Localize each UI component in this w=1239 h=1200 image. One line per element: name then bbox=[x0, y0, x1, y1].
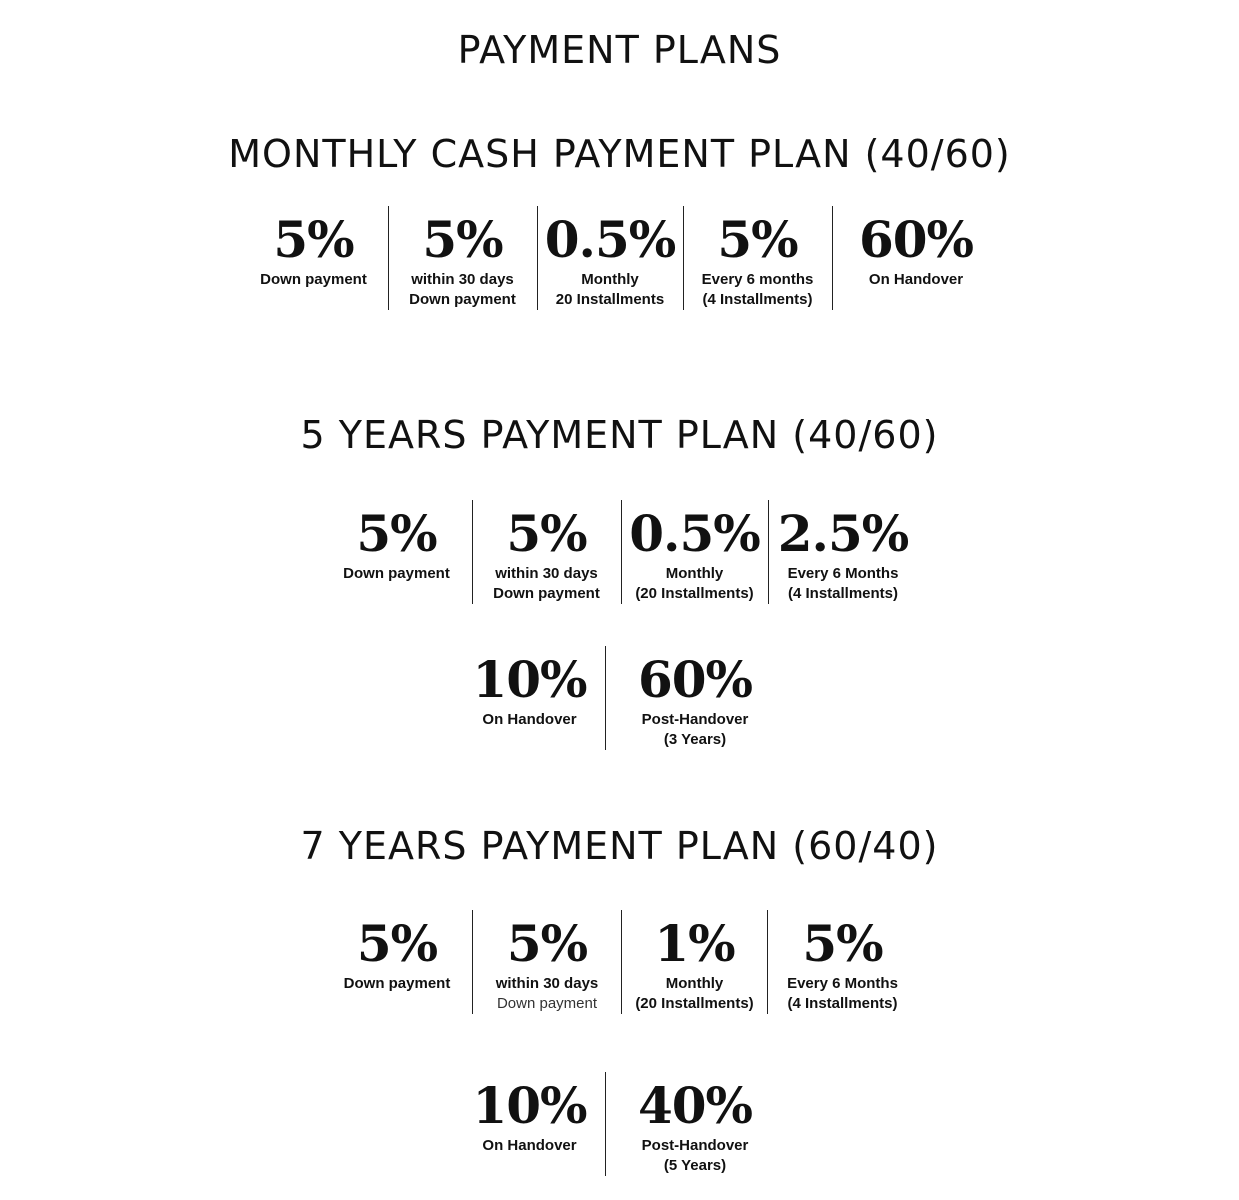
plan-row bbox=[0, 500, 1239, 604]
plan-item-label: Monthly bbox=[581, 271, 639, 288]
plan-item-percent: 5% bbox=[717, 210, 798, 269]
plan-row bbox=[0, 206, 1239, 310]
plan-item bbox=[322, 910, 472, 1014]
plan-item bbox=[767, 910, 917, 1014]
plan-item bbox=[537, 206, 683, 310]
plan-item-percent: 2.5% bbox=[777, 504, 909, 563]
plan-item-sublabel: (20 Installments) bbox=[635, 995, 754, 1012]
plan-item-sublabel: (3 Years) bbox=[663, 731, 727, 748]
plan-item-percent: 5% bbox=[506, 914, 588, 973]
plan-item-label: On Handover bbox=[868, 271, 964, 288]
plan-item-sublabel: (5 Years) bbox=[663, 1157, 727, 1174]
plan-item-sublabel: Down payment bbox=[496, 995, 598, 1012]
plan-item-sublabel: (4 Installments) bbox=[787, 995, 898, 1012]
plan-item-sublabel: (4 Installments) bbox=[702, 291, 813, 308]
plan-item-percent: 5% bbox=[802, 914, 883, 973]
plan-item-label: Every 6 Months bbox=[787, 565, 899, 582]
plan-item-percent: 10% bbox=[472, 1076, 587, 1135]
plan-item-sublabel: Down payment bbox=[493, 585, 600, 602]
plan-title-5-years: 5 YEARS PAYMENT PLAN (40/60) bbox=[300, 413, 939, 457]
plan-item bbox=[605, 646, 785, 750]
plan-item-label: Every 6 months bbox=[701, 271, 814, 288]
plan-item-percent: 0.5% bbox=[544, 210, 676, 269]
plan-item-percent: 5% bbox=[356, 914, 438, 973]
plan-item-sublabel: (4 Installments) bbox=[787, 585, 899, 602]
plan-item-label: Monthly bbox=[665, 565, 724, 582]
plan-item bbox=[472, 500, 621, 604]
plan-row bbox=[0, 910, 1239, 1014]
plan-item bbox=[605, 1072, 785, 1176]
plan-item-label: Down payment bbox=[343, 975, 451, 992]
plan-item-percent: 1% bbox=[654, 914, 735, 973]
plan-item-label: Down payment bbox=[260, 271, 367, 288]
plan-item bbox=[621, 910, 767, 1014]
plan-item-percent: 40% bbox=[637, 1076, 753, 1135]
plan-item bbox=[455, 646, 605, 750]
plan-item-percent: 60% bbox=[858, 210, 974, 269]
plan-item-label: within 30 days bbox=[411, 271, 514, 288]
plan-item bbox=[388, 206, 537, 310]
plan-title-monthly-cash: MONTHLY CASH PAYMENT PLAN (40/60) bbox=[228, 132, 1011, 176]
plan-item bbox=[240, 206, 388, 310]
plan-item-label: Every 6 Months bbox=[787, 975, 898, 992]
plan-item bbox=[768, 500, 918, 604]
plan-item-percent: 10% bbox=[472, 650, 587, 709]
plan-item-percent: 5% bbox=[356, 504, 437, 563]
plan-item bbox=[621, 500, 768, 604]
plan-item-label: Post-Handover bbox=[641, 1137, 749, 1154]
plan-item bbox=[832, 206, 1000, 310]
plan-row bbox=[0, 1072, 1239, 1176]
plan-item-label: On Handover bbox=[482, 711, 577, 728]
plan-item bbox=[322, 500, 472, 604]
plan-item-label: within 30 days bbox=[495, 975, 599, 992]
plan-row bbox=[0, 646, 1239, 750]
plan-item-percent: 5% bbox=[422, 210, 503, 269]
plan-item-sublabel: Down payment bbox=[409, 291, 516, 308]
plan-item-label: Post-Handover bbox=[641, 711, 749, 728]
plan-item bbox=[455, 1072, 605, 1176]
plan-item-percent: 60% bbox=[637, 650, 753, 709]
page-title: PAYMENT PLANS bbox=[457, 28, 782, 72]
plan-item-label: Monthly bbox=[665, 975, 724, 992]
plan-item bbox=[683, 206, 832, 310]
plan-title-7-years: 7 YEARS PAYMENT PLAN (60/40) bbox=[300, 824, 939, 868]
plan-item bbox=[472, 910, 621, 1014]
plan-item-percent: 5% bbox=[506, 504, 587, 563]
plan-item-label: within 30 days bbox=[495, 565, 598, 582]
plan-item-percent: 0.5% bbox=[629, 504, 760, 563]
plan-item-sublabel: (20 Installments) bbox=[635, 585, 754, 602]
plan-item-label: Down payment bbox=[343, 565, 450, 582]
plan-item-percent: 5% bbox=[273, 210, 354, 269]
plan-item-sublabel: 20 Installments bbox=[555, 291, 665, 308]
plan-item-label: On Handover bbox=[482, 1137, 577, 1154]
